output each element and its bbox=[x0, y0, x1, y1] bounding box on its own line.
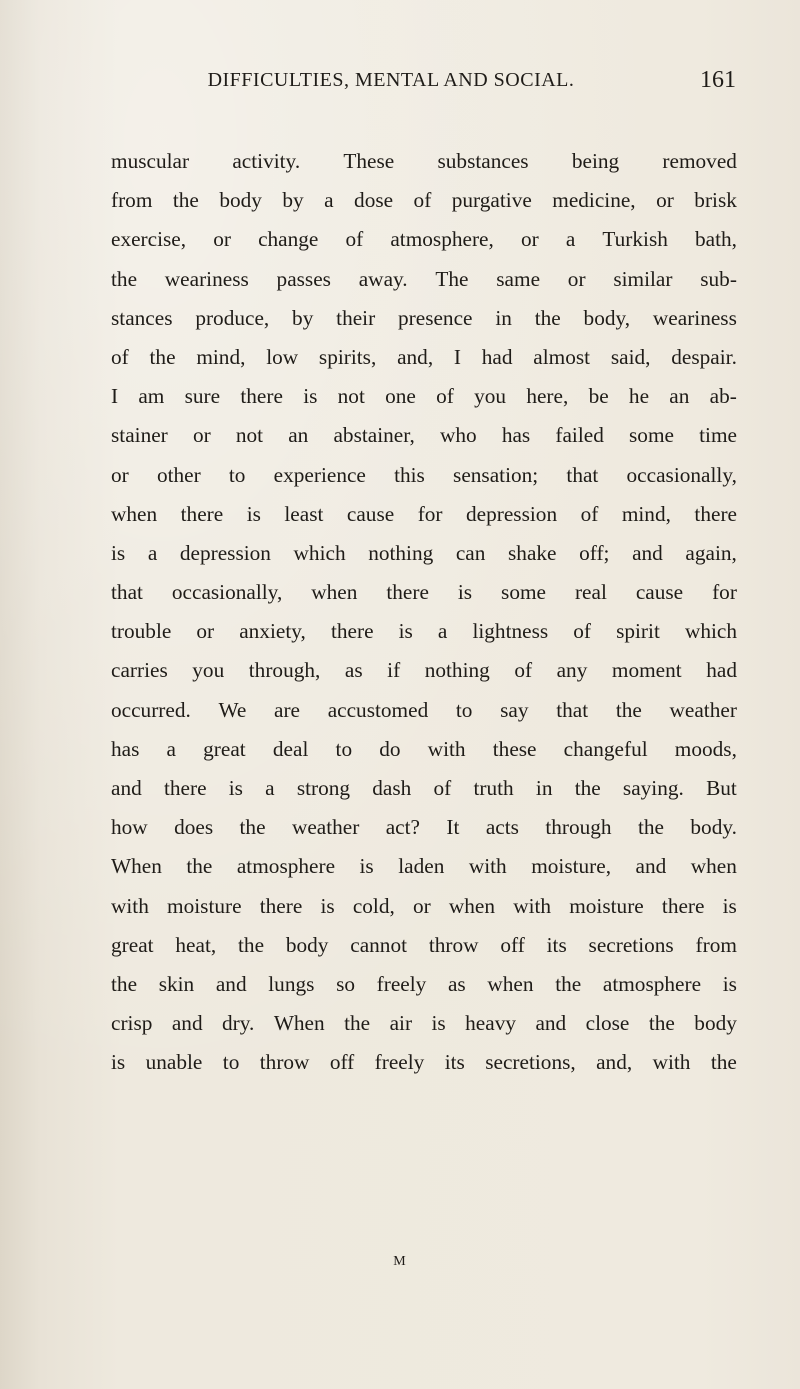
word: from bbox=[695, 932, 737, 957]
word: some bbox=[629, 423, 674, 448]
word: saying. bbox=[622, 776, 684, 800]
word: there bbox=[240, 384, 283, 409]
word: stainer bbox=[111, 423, 168, 448]
word: here, bbox=[526, 384, 569, 409]
word: for bbox=[712, 580, 737, 605]
word: in bbox=[535, 776, 553, 800]
text-line bbox=[111, 181, 737, 220]
word: there bbox=[661, 893, 705, 918]
word: carries bbox=[111, 658, 168, 683]
word: anxiety, bbox=[239, 619, 306, 644]
text-line bbox=[111, 416, 737, 455]
word: It bbox=[446, 815, 460, 840]
word: medicine, bbox=[552, 188, 636, 213]
word: ab- bbox=[709, 384, 737, 409]
word: has bbox=[501, 423, 531, 448]
word: he bbox=[628, 384, 650, 409]
word: lightness bbox=[472, 619, 549, 644]
word: body bbox=[285, 932, 329, 957]
word: is bbox=[246, 501, 261, 526]
word: weather bbox=[669, 697, 737, 722]
word: by bbox=[292, 305, 314, 330]
word: depression bbox=[179, 540, 271, 565]
word: this bbox=[394, 462, 425, 487]
word: the bbox=[344, 1011, 371, 1036]
word: the bbox=[534, 305, 561, 330]
word: of bbox=[345, 227, 364, 252]
word: real bbox=[574, 580, 607, 605]
word: you bbox=[192, 658, 225, 683]
word: from bbox=[111, 188, 153, 213]
word: moods, bbox=[674, 736, 737, 761]
word: with bbox=[427, 736, 466, 761]
word: a bbox=[565, 227, 576, 252]
word: to bbox=[455, 697, 473, 722]
word: close bbox=[585, 1011, 630, 1036]
word: so bbox=[336, 971, 356, 996]
text-line bbox=[111, 495, 737, 534]
word: accustomed bbox=[327, 697, 429, 722]
word: a bbox=[265, 776, 275, 800]
word: air bbox=[389, 1011, 413, 1036]
signature-mark: M bbox=[393, 1254, 407, 1269]
word: is bbox=[111, 1050, 126, 1075]
word: trouble bbox=[111, 619, 172, 644]
word: I bbox=[453, 344, 462, 369]
word: had bbox=[481, 344, 513, 369]
word: the bbox=[111, 971, 138, 996]
word: and bbox=[215, 971, 247, 996]
word: a bbox=[147, 540, 158, 565]
text-line bbox=[111, 651, 737, 690]
word: depression bbox=[466, 501, 558, 526]
word: as bbox=[344, 658, 363, 683]
word: least bbox=[284, 501, 324, 526]
word: again, bbox=[685, 540, 737, 565]
word: changeful bbox=[563, 736, 648, 761]
word: When bbox=[111, 854, 162, 879]
word: or bbox=[213, 227, 231, 252]
word: or bbox=[520, 227, 539, 252]
word: is bbox=[431, 1011, 446, 1036]
word: purgative bbox=[451, 188, 532, 213]
word: similar bbox=[613, 266, 673, 291]
text-line bbox=[111, 926, 737, 965]
word: with bbox=[652, 1050, 691, 1075]
word: in bbox=[495, 305, 512, 330]
word: failed bbox=[555, 423, 604, 448]
word: sure bbox=[184, 384, 221, 409]
text-line bbox=[111, 338, 737, 377]
word: and bbox=[632, 540, 663, 565]
word: of bbox=[580, 501, 599, 526]
word: freely bbox=[376, 971, 427, 996]
word: mind, bbox=[621, 501, 671, 526]
word: cause bbox=[346, 501, 395, 526]
word: some bbox=[501, 580, 546, 605]
word: is bbox=[303, 384, 318, 409]
word: you bbox=[474, 384, 507, 409]
word: weariness bbox=[164, 266, 249, 291]
word: if bbox=[387, 658, 401, 683]
running-head: DIFFICULTIES, MENTAL AND SOCIAL. bbox=[207, 68, 575, 91]
word: had bbox=[706, 658, 737, 683]
word: is bbox=[320, 893, 335, 918]
word: occasionally, bbox=[626, 462, 737, 487]
word: when bbox=[487, 971, 534, 996]
word: heavy bbox=[465, 1011, 516, 1036]
word: and bbox=[111, 776, 142, 800]
word: there bbox=[694, 501, 737, 526]
word: weather bbox=[291, 815, 360, 840]
word: away. bbox=[358, 266, 408, 291]
word: the bbox=[186, 854, 213, 879]
word: and, bbox=[397, 344, 434, 369]
word: laden bbox=[398, 854, 445, 879]
word: unable bbox=[145, 1050, 203, 1075]
word: When bbox=[273, 1011, 325, 1036]
word: to bbox=[222, 1050, 240, 1075]
word: or bbox=[412, 893, 431, 918]
word: the bbox=[637, 815, 665, 840]
word: spirits, bbox=[318, 344, 377, 369]
word: shake bbox=[508, 540, 557, 565]
word: there bbox=[386, 580, 429, 605]
word: cannot bbox=[350, 932, 408, 957]
word: dry. bbox=[222, 1011, 255, 1036]
word: and bbox=[535, 1011, 567, 1036]
word: and bbox=[171, 1011, 203, 1036]
word: is bbox=[228, 776, 243, 800]
word: time bbox=[699, 423, 737, 448]
word: produce, bbox=[195, 305, 270, 330]
word: or bbox=[567, 266, 586, 291]
word: to bbox=[335, 736, 353, 761]
word: change bbox=[258, 227, 319, 252]
word: act? bbox=[385, 815, 421, 840]
word: does bbox=[174, 815, 214, 840]
word: are bbox=[274, 697, 301, 722]
word: skin bbox=[158, 971, 195, 996]
word: the bbox=[710, 1050, 737, 1075]
text-line bbox=[111, 612, 737, 651]
word: a bbox=[437, 619, 448, 644]
word: has bbox=[111, 736, 140, 761]
word: moment bbox=[611, 658, 682, 683]
body-text bbox=[111, 142, 737, 1083]
word: throw bbox=[259, 1050, 310, 1075]
word: occurred. bbox=[111, 697, 191, 722]
word: bath, bbox=[695, 227, 737, 252]
word: secretions, bbox=[485, 1050, 576, 1075]
word: The bbox=[435, 266, 469, 291]
word: great bbox=[203, 736, 246, 761]
word: weariness bbox=[652, 305, 737, 330]
word: is bbox=[722, 971, 737, 996]
word: or bbox=[656, 188, 674, 213]
word: an bbox=[669, 384, 690, 409]
word: removed bbox=[662, 149, 737, 173]
word: of bbox=[514, 658, 533, 683]
word: deal bbox=[272, 736, 309, 761]
word: am bbox=[138, 384, 165, 409]
word: is bbox=[457, 580, 473, 605]
word: of bbox=[433, 776, 452, 800]
word: or bbox=[196, 619, 215, 644]
word: secretions bbox=[588, 932, 674, 957]
word: body. bbox=[690, 815, 737, 840]
word: stances bbox=[111, 305, 173, 330]
word: be bbox=[588, 384, 609, 409]
word: when bbox=[448, 893, 496, 918]
word: But bbox=[706, 776, 737, 800]
text-line bbox=[111, 1004, 737, 1043]
word: occasionally, bbox=[171, 580, 283, 605]
text-line bbox=[111, 965, 737, 1004]
word: of bbox=[436, 384, 454, 409]
word: atmosphere bbox=[602, 971, 702, 996]
word: the bbox=[574, 776, 601, 800]
word: I bbox=[111, 384, 119, 409]
word: We bbox=[218, 697, 247, 722]
word: the bbox=[615, 697, 642, 722]
word: when bbox=[311, 580, 358, 605]
word: a bbox=[324, 188, 334, 213]
word: the bbox=[555, 971, 582, 996]
text-line bbox=[111, 299, 737, 338]
word: sub- bbox=[700, 266, 737, 291]
word: freely bbox=[374, 1050, 425, 1075]
text-line bbox=[111, 573, 737, 612]
word: not bbox=[337, 384, 365, 409]
word: muscular bbox=[111, 149, 190, 173]
text-line bbox=[111, 534, 737, 573]
word: body bbox=[694, 1011, 737, 1036]
word: low bbox=[266, 344, 299, 369]
word: and, bbox=[596, 1050, 633, 1075]
text-line bbox=[111, 808, 737, 847]
word: heat, bbox=[175, 932, 217, 957]
word: which bbox=[684, 619, 737, 644]
word: exercise, bbox=[111, 227, 187, 252]
word: crisp bbox=[111, 1011, 153, 1036]
word: is bbox=[722, 893, 737, 918]
word: sensation; bbox=[453, 462, 539, 487]
word: the bbox=[172, 188, 199, 213]
word: passes bbox=[276, 266, 331, 291]
word: atmosphere bbox=[236, 854, 336, 879]
word: dose bbox=[354, 188, 394, 213]
word: off bbox=[329, 1050, 355, 1075]
word: when bbox=[690, 854, 737, 879]
word: substances bbox=[437, 149, 529, 173]
word: when bbox=[111, 501, 158, 526]
text-line bbox=[111, 847, 737, 886]
word: strong bbox=[296, 776, 351, 800]
word: these bbox=[492, 736, 537, 761]
word: to bbox=[228, 462, 246, 487]
word: its bbox=[444, 1050, 465, 1075]
word: nothing bbox=[368, 540, 434, 565]
word: experience bbox=[273, 462, 366, 487]
word: one bbox=[385, 384, 416, 409]
word: that bbox=[566, 462, 599, 487]
text-line bbox=[111, 887, 737, 926]
word: by bbox=[282, 188, 304, 213]
word: other bbox=[156, 462, 201, 487]
word: spirit bbox=[616, 619, 660, 644]
word: their bbox=[336, 305, 376, 330]
word: Turkish bbox=[602, 227, 668, 252]
text-line bbox=[111, 456, 737, 495]
word: which bbox=[293, 540, 346, 565]
word: of bbox=[111, 344, 129, 369]
word: can bbox=[455, 540, 486, 565]
word: is bbox=[359, 854, 374, 879]
word: that bbox=[556, 697, 589, 722]
word: brisk bbox=[694, 188, 737, 213]
text-line bbox=[111, 142, 737, 181]
word: despair. bbox=[671, 344, 737, 369]
word: nothing bbox=[424, 658, 490, 683]
word: of bbox=[573, 619, 591, 644]
text-line bbox=[111, 260, 737, 299]
word: there bbox=[330, 619, 374, 644]
word: the bbox=[648, 1011, 675, 1036]
word: body bbox=[219, 188, 262, 213]
word: there bbox=[180, 501, 224, 526]
word: how bbox=[111, 815, 148, 840]
text-line bbox=[111, 691, 737, 730]
word: atmosphere, bbox=[390, 227, 494, 252]
word: throw bbox=[428, 932, 479, 957]
word: being bbox=[571, 149, 620, 173]
word: off bbox=[500, 932, 525, 957]
word: there bbox=[259, 893, 303, 918]
word: say bbox=[500, 697, 529, 722]
word: off; bbox=[579, 540, 610, 565]
word: dash bbox=[372, 776, 412, 800]
word: presence bbox=[398, 305, 473, 330]
word: abstainer, bbox=[333, 423, 415, 448]
word: that bbox=[111, 580, 143, 605]
word: for bbox=[417, 501, 443, 526]
word: there bbox=[163, 776, 207, 800]
text-line bbox=[111, 220, 737, 259]
word: an bbox=[288, 423, 309, 448]
word: is bbox=[111, 540, 126, 565]
text-line bbox=[111, 377, 737, 416]
word: not bbox=[235, 423, 264, 448]
word: or bbox=[192, 423, 211, 448]
word: said, bbox=[610, 344, 651, 369]
word: who bbox=[439, 423, 477, 448]
word: truth bbox=[473, 776, 514, 800]
word: or bbox=[111, 462, 129, 487]
word: through bbox=[545, 815, 612, 840]
text-line bbox=[111, 1043, 737, 1082]
word: with bbox=[111, 893, 149, 918]
word: with bbox=[468, 854, 507, 879]
word: mind, bbox=[196, 344, 246, 369]
word: as bbox=[447, 971, 466, 996]
word: a bbox=[166, 736, 176, 761]
word: acts bbox=[485, 815, 519, 840]
word: of bbox=[413, 188, 432, 213]
word: activity. bbox=[232, 149, 301, 173]
word: the bbox=[149, 344, 176, 369]
text-line bbox=[111, 769, 737, 808]
word: great bbox=[111, 932, 154, 957]
page-number: 161 bbox=[700, 66, 736, 93]
word: do bbox=[379, 736, 401, 761]
word: is bbox=[398, 619, 413, 644]
word: with bbox=[513, 893, 552, 918]
word: These bbox=[343, 149, 395, 173]
word: body, bbox=[583, 305, 631, 330]
word: same bbox=[496, 266, 541, 291]
word: the bbox=[239, 815, 266, 840]
word: its bbox=[546, 932, 567, 957]
word: almost bbox=[533, 344, 591, 369]
page-header bbox=[96, 50, 736, 110]
word: lungs bbox=[268, 971, 315, 996]
word: any bbox=[556, 658, 588, 683]
word: moisture bbox=[167, 893, 242, 918]
word: cold, bbox=[352, 893, 395, 918]
text-line bbox=[111, 730, 737, 769]
word: the bbox=[111, 266, 138, 291]
word: the bbox=[238, 932, 265, 957]
word: moisture bbox=[569, 893, 644, 918]
word: through, bbox=[248, 658, 321, 683]
word: moisture, bbox=[531, 854, 612, 879]
word: and bbox=[635, 854, 667, 879]
word: cause bbox=[635, 580, 684, 605]
